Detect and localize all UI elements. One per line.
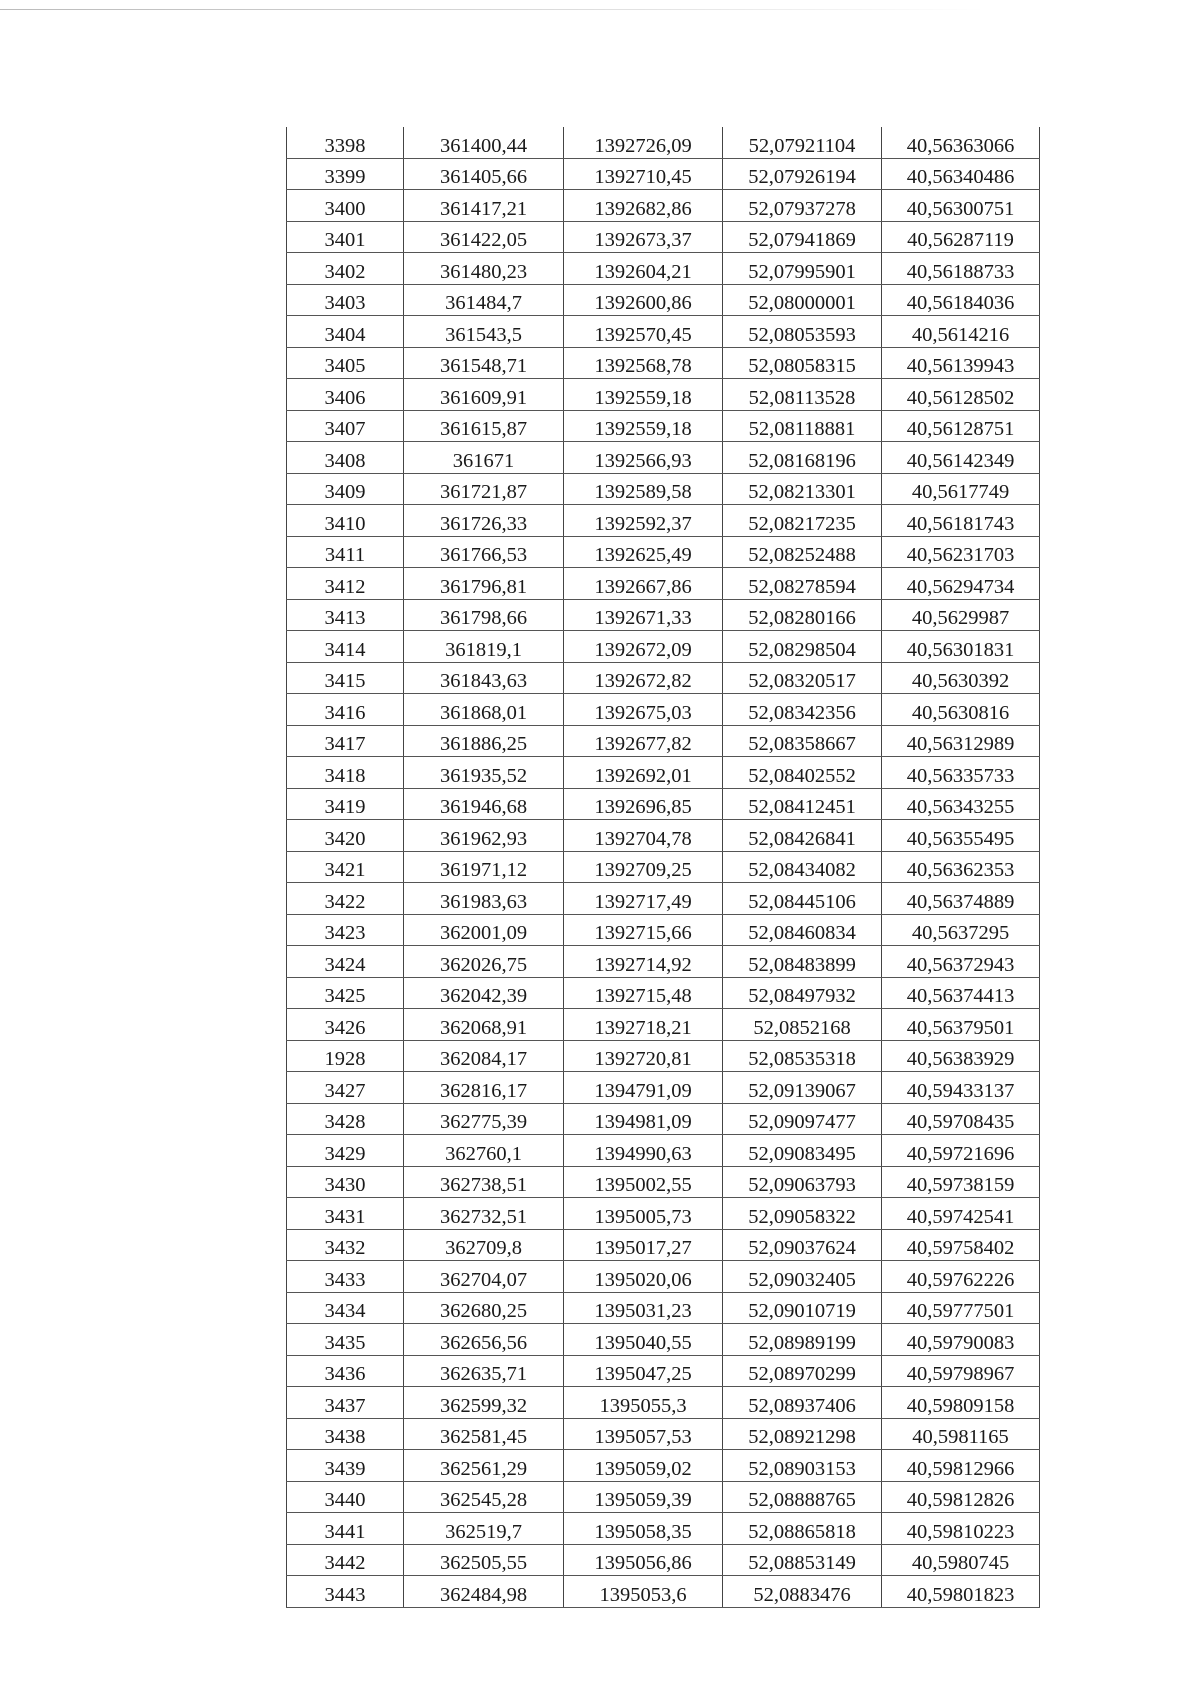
y-coordinate-cell: 1392726,09	[564, 127, 723, 158]
point-number-cell: 3403	[287, 284, 404, 316]
point-number-cell: 3422	[287, 883, 404, 915]
point-number-cell: 3434	[287, 1292, 404, 1324]
table-row	[287, 1450, 1040, 1482]
x-coordinate-cell: 362709,8	[404, 1229, 564, 1261]
table-row	[287, 1387, 1040, 1419]
longitude-cell: 40,59809158	[882, 1387, 1040, 1419]
table-row	[287, 662, 1040, 694]
y-coordinate-cell: 1392568,78	[564, 347, 723, 379]
y-coordinate-cell: 1395057,53	[564, 1418, 723, 1450]
y-coordinate-cell: 1392673,37	[564, 221, 723, 253]
longitude-cell: 40,56374889	[882, 883, 1040, 915]
point-number-cell: 3429	[287, 1135, 404, 1167]
point-number-cell: 3421	[287, 851, 404, 883]
longitude-cell: 40,59810223	[882, 1513, 1040, 1545]
x-coordinate-cell: 361886,25	[404, 725, 564, 757]
table-row	[287, 1513, 1040, 1545]
table-row	[287, 505, 1040, 537]
x-coordinate-cell: 361484,7	[404, 284, 564, 316]
y-coordinate-cell: 1392692,01	[564, 757, 723, 789]
y-coordinate-cell: 1392604,21	[564, 253, 723, 285]
y-coordinate-cell: 1392559,18	[564, 410, 723, 442]
longitude-cell: 40,56340486	[882, 158, 1040, 190]
table-row	[287, 190, 1040, 222]
x-coordinate-cell: 362760,1	[404, 1135, 564, 1167]
table-row	[287, 1261, 1040, 1293]
x-coordinate-cell: 361609,91	[404, 379, 564, 411]
table-row	[287, 1544, 1040, 1576]
latitude-cell: 52,08280166	[723, 599, 882, 631]
longitude-cell: 40,56294734	[882, 568, 1040, 600]
y-coordinate-cell: 1395002,55	[564, 1166, 723, 1198]
x-coordinate-cell: 362680,25	[404, 1292, 564, 1324]
y-coordinate-cell: 1392566,93	[564, 442, 723, 474]
table-row	[287, 253, 1040, 285]
longitude-cell: 40,5637295	[882, 914, 1040, 946]
x-coordinate-cell: 361726,33	[404, 505, 564, 537]
latitude-cell: 52,08865818	[723, 1513, 882, 1545]
longitude-cell: 40,59812966	[882, 1450, 1040, 1482]
latitude-cell: 52,08426841	[723, 820, 882, 852]
longitude-cell: 40,59721696	[882, 1135, 1040, 1167]
x-coordinate-cell: 361971,12	[404, 851, 564, 883]
table-row	[287, 1418, 1040, 1450]
latitude-cell: 52,07995901	[723, 253, 882, 285]
point-number-cell: 3409	[287, 473, 404, 505]
longitude-cell: 40,56188733	[882, 253, 1040, 285]
y-coordinate-cell: 1394990,63	[564, 1135, 723, 1167]
latitude-cell: 52,07941869	[723, 221, 882, 253]
x-coordinate-cell: 362738,51	[404, 1166, 564, 1198]
x-coordinate-cell: 361962,93	[404, 820, 564, 852]
table-row	[287, 946, 1040, 978]
point-number-cell: 3432	[287, 1229, 404, 1261]
latitude-cell: 52,09097477	[723, 1103, 882, 1135]
longitude-cell: 40,56335733	[882, 757, 1040, 789]
point-number-cell: 3406	[287, 379, 404, 411]
point-number-cell: 3400	[287, 190, 404, 222]
point-number-cell: 3428	[287, 1103, 404, 1135]
table-row	[287, 914, 1040, 946]
x-coordinate-cell: 362599,32	[404, 1387, 564, 1419]
longitude-cell: 40,59738159	[882, 1166, 1040, 1198]
table-row	[287, 316, 1040, 348]
point-number-cell: 3442	[287, 1544, 404, 1576]
longitude-cell: 40,59801823	[882, 1576, 1040, 1608]
latitude-cell: 52,08921298	[723, 1418, 882, 1450]
x-coordinate-cell: 361422,05	[404, 221, 564, 253]
x-coordinate-cell: 361983,63	[404, 883, 564, 915]
longitude-cell: 40,56287119	[882, 221, 1040, 253]
latitude-cell: 52,08402552	[723, 757, 882, 789]
x-coordinate-cell: 362484,98	[404, 1576, 564, 1608]
scan-artifact-line	[0, 9, 985, 10]
longitude-cell: 40,5630816	[882, 694, 1040, 726]
latitude-cell: 52,07926194	[723, 158, 882, 190]
point-number-cell: 3398	[287, 127, 404, 158]
point-number-cell: 3410	[287, 505, 404, 537]
table-row	[287, 757, 1040, 789]
latitude-cell: 52,08278594	[723, 568, 882, 600]
point-number-cell: 3435	[287, 1324, 404, 1356]
longitude-cell: 40,56300751	[882, 190, 1040, 222]
longitude-cell: 40,56231703	[882, 536, 1040, 568]
point-number-cell: 3408	[287, 442, 404, 474]
x-coordinate-cell: 362775,39	[404, 1103, 564, 1135]
latitude-cell: 52,08298504	[723, 631, 882, 663]
latitude-cell: 52,09139067	[723, 1072, 882, 1104]
longitude-cell: 40,56139943	[882, 347, 1040, 379]
point-number-cell: 3424	[287, 946, 404, 978]
y-coordinate-cell: 1392696,85	[564, 788, 723, 820]
point-number-cell: 3405	[287, 347, 404, 379]
x-coordinate-cell: 361671	[404, 442, 564, 474]
latitude-cell: 52,08460834	[723, 914, 882, 946]
latitude-cell: 52,08970299	[723, 1355, 882, 1387]
y-coordinate-cell: 1392720,81	[564, 1040, 723, 1072]
point-number-cell: 3427	[287, 1072, 404, 1104]
table-row	[287, 347, 1040, 379]
point-number-cell: 3399	[287, 158, 404, 190]
longitude-cell: 40,56142349	[882, 442, 1040, 474]
point-number-cell: 3441	[287, 1513, 404, 1545]
latitude-cell: 52,0883476	[723, 1576, 882, 1608]
x-coordinate-cell: 362581,45	[404, 1418, 564, 1450]
point-number-cell: 3420	[287, 820, 404, 852]
y-coordinate-cell: 1392714,92	[564, 946, 723, 978]
table-row	[287, 883, 1040, 915]
x-coordinate-cell: 362084,17	[404, 1040, 564, 1072]
y-coordinate-cell: 1395017,27	[564, 1229, 723, 1261]
longitude-cell: 40,56372943	[882, 946, 1040, 978]
longitude-cell: 40,59758402	[882, 1229, 1040, 1261]
latitude-cell: 52,08535318	[723, 1040, 882, 1072]
y-coordinate-cell: 1394981,09	[564, 1103, 723, 1135]
longitude-cell: 40,56184036	[882, 284, 1040, 316]
y-coordinate-cell: 1392625,49	[564, 536, 723, 568]
table-row	[287, 599, 1040, 631]
latitude-cell: 52,08412451	[723, 788, 882, 820]
point-number-cell: 3431	[287, 1198, 404, 1230]
longitude-cell: 40,59790083	[882, 1324, 1040, 1356]
table-row	[287, 127, 1040, 158]
y-coordinate-cell: 1394791,09	[564, 1072, 723, 1104]
longitude-cell: 40,5980745	[882, 1544, 1040, 1576]
y-coordinate-cell: 1392710,45	[564, 158, 723, 190]
x-coordinate-cell: 362816,17	[404, 1072, 564, 1104]
point-number-cell: 3407	[287, 410, 404, 442]
latitude-cell: 52,09010719	[723, 1292, 882, 1324]
table-row	[287, 1355, 1040, 1387]
latitude-cell: 52,08058315	[723, 347, 882, 379]
table-row	[287, 379, 1040, 411]
point-number-cell: 3436	[287, 1355, 404, 1387]
y-coordinate-cell: 1392715,66	[564, 914, 723, 946]
y-coordinate-cell: 1392677,82	[564, 725, 723, 757]
longitude-cell: 40,56374413	[882, 977, 1040, 1009]
y-coordinate-cell: 1395047,25	[564, 1355, 723, 1387]
point-number-cell: 1928	[287, 1040, 404, 1072]
latitude-cell: 52,08903153	[723, 1450, 882, 1482]
y-coordinate-cell: 1392709,25	[564, 851, 723, 883]
x-coordinate-cell: 362545,28	[404, 1481, 564, 1513]
y-coordinate-cell: 1392717,49	[564, 883, 723, 915]
longitude-cell: 40,59433137	[882, 1072, 1040, 1104]
x-coordinate-cell: 362505,55	[404, 1544, 564, 1576]
longitude-cell: 40,59762226	[882, 1261, 1040, 1293]
table-row	[287, 1135, 1040, 1167]
table-row	[287, 284, 1040, 316]
table-row	[287, 1040, 1040, 1072]
y-coordinate-cell: 1395059,02	[564, 1450, 723, 1482]
point-number-cell: 3425	[287, 977, 404, 1009]
longitude-cell: 40,5981165	[882, 1418, 1040, 1450]
table-row	[287, 820, 1040, 852]
latitude-cell: 52,08168196	[723, 442, 882, 474]
table-row	[287, 1324, 1040, 1356]
y-coordinate-cell: 1395053,6	[564, 1576, 723, 1608]
point-number-cell: 3438	[287, 1418, 404, 1450]
point-number-cell: 3417	[287, 725, 404, 757]
latitude-cell: 52,08000001	[723, 284, 882, 316]
table-row	[287, 1072, 1040, 1104]
table-row	[287, 1103, 1040, 1135]
latitude-cell: 52,07937278	[723, 190, 882, 222]
y-coordinate-cell: 1392667,86	[564, 568, 723, 600]
y-coordinate-cell: 1392675,03	[564, 694, 723, 726]
x-coordinate-cell: 362732,51	[404, 1198, 564, 1230]
table-row	[287, 158, 1040, 190]
table-row	[287, 788, 1040, 820]
latitude-cell: 52,08434082	[723, 851, 882, 883]
x-coordinate-cell: 361843,63	[404, 662, 564, 694]
x-coordinate-cell: 362042,39	[404, 977, 564, 1009]
point-number-cell: 3402	[287, 253, 404, 285]
point-number-cell: 3401	[287, 221, 404, 253]
longitude-cell: 40,56383929	[882, 1040, 1040, 1072]
longitude-cell: 40,56355495	[882, 820, 1040, 852]
y-coordinate-cell: 1392682,86	[564, 190, 723, 222]
point-number-cell: 3413	[287, 599, 404, 631]
latitude-cell: 52,08342356	[723, 694, 882, 726]
table-row	[287, 977, 1040, 1009]
y-coordinate-cell: 1395058,35	[564, 1513, 723, 1545]
longitude-cell: 40,59777501	[882, 1292, 1040, 1324]
point-number-cell: 3412	[287, 568, 404, 600]
longitude-cell: 40,59742541	[882, 1198, 1040, 1230]
x-coordinate-cell: 361405,66	[404, 158, 564, 190]
table-row	[287, 1198, 1040, 1230]
x-coordinate-cell: 361868,01	[404, 694, 564, 726]
y-coordinate-cell: 1392589,58	[564, 473, 723, 505]
x-coordinate-cell: 361766,53	[404, 536, 564, 568]
point-number-cell: 3437	[287, 1387, 404, 1419]
x-coordinate-cell: 362001,09	[404, 914, 564, 946]
x-coordinate-cell: 362026,75	[404, 946, 564, 978]
y-coordinate-cell: 1395055,3	[564, 1387, 723, 1419]
x-coordinate-cell: 361946,68	[404, 788, 564, 820]
y-coordinate-cell: 1392559,18	[564, 379, 723, 411]
x-coordinate-cell: 361480,23	[404, 253, 564, 285]
latitude-cell: 52,08853149	[723, 1544, 882, 1576]
longitude-cell: 40,56379501	[882, 1009, 1040, 1041]
table-row	[287, 1009, 1040, 1041]
longitude-cell: 40,56312989	[882, 725, 1040, 757]
longitude-cell: 40,59812826	[882, 1481, 1040, 1513]
table-row	[287, 1166, 1040, 1198]
table-row	[287, 725, 1040, 757]
y-coordinate-cell: 1395020,06	[564, 1261, 723, 1293]
x-coordinate-cell: 361543,5	[404, 316, 564, 348]
point-number-cell: 3419	[287, 788, 404, 820]
point-number-cell: 3439	[287, 1450, 404, 1482]
y-coordinate-cell: 1392704,78	[564, 820, 723, 852]
x-coordinate-cell: 361548,71	[404, 347, 564, 379]
point-number-cell: 3418	[287, 757, 404, 789]
latitude-cell: 52,08118881	[723, 410, 882, 442]
longitude-cell: 40,56181743	[882, 505, 1040, 537]
table-row	[287, 442, 1040, 474]
x-coordinate-cell: 361400,44	[404, 127, 564, 158]
y-coordinate-cell: 1395059,39	[564, 1481, 723, 1513]
longitude-cell: 40,56362353	[882, 851, 1040, 883]
y-coordinate-cell: 1392671,33	[564, 599, 723, 631]
y-coordinate-cell: 1392672,82	[564, 662, 723, 694]
longitude-cell: 40,56301831	[882, 631, 1040, 663]
latitude-cell: 52,08989199	[723, 1324, 882, 1356]
x-coordinate-cell: 361935,52	[404, 757, 564, 789]
point-number-cell: 3404	[287, 316, 404, 348]
table-body	[287, 127, 1040, 1607]
y-coordinate-cell: 1392570,45	[564, 316, 723, 348]
x-coordinate-cell: 362635,71	[404, 1355, 564, 1387]
latitude-cell: 52,09063793	[723, 1166, 882, 1198]
latitude-cell: 52,08217235	[723, 505, 882, 537]
latitude-cell: 52,08888765	[723, 1481, 882, 1513]
table-row	[287, 1229, 1040, 1261]
y-coordinate-cell: 1395005,73	[564, 1198, 723, 1230]
latitude-cell: 52,08358667	[723, 725, 882, 757]
latitude-cell: 52,09083495	[723, 1135, 882, 1167]
point-number-cell: 3433	[287, 1261, 404, 1293]
table-row	[287, 221, 1040, 253]
longitude-cell: 40,5617749	[882, 473, 1040, 505]
longitude-cell: 40,5629987	[882, 599, 1040, 631]
table-row	[287, 1576, 1040, 1608]
longitude-cell: 40,56343255	[882, 788, 1040, 820]
y-coordinate-cell: 1395040,55	[564, 1324, 723, 1356]
x-coordinate-cell: 361798,66	[404, 599, 564, 631]
point-number-cell: 3416	[287, 694, 404, 726]
table-row	[287, 1481, 1040, 1513]
latitude-cell: 52,09032405	[723, 1261, 882, 1293]
x-coordinate-cell: 361796,81	[404, 568, 564, 600]
point-number-cell: 3415	[287, 662, 404, 694]
longitude-cell: 40,56128751	[882, 410, 1040, 442]
latitude-cell: 52,08053593	[723, 316, 882, 348]
x-coordinate-cell: 362656,56	[404, 1324, 564, 1356]
latitude-cell: 52,09037624	[723, 1229, 882, 1261]
y-coordinate-cell: 1392718,21	[564, 1009, 723, 1041]
latitude-cell: 52,07921104	[723, 127, 882, 158]
y-coordinate-cell: 1395056,86	[564, 1544, 723, 1576]
longitude-cell: 40,5614216	[882, 316, 1040, 348]
table-row	[287, 694, 1040, 726]
point-number-cell: 3430	[287, 1166, 404, 1198]
longitude-cell: 40,59708435	[882, 1103, 1040, 1135]
latitude-cell: 52,08320517	[723, 662, 882, 694]
x-coordinate-cell: 361417,21	[404, 190, 564, 222]
y-coordinate-cell: 1392672,09	[564, 631, 723, 663]
table-row	[287, 536, 1040, 568]
latitude-cell: 52,08252488	[723, 536, 882, 568]
y-coordinate-cell: 1392715,48	[564, 977, 723, 1009]
table-row	[287, 1292, 1040, 1324]
point-number-cell: 3443	[287, 1576, 404, 1608]
latitude-cell: 52,08497932	[723, 977, 882, 1009]
latitude-cell: 52,08445106	[723, 883, 882, 915]
latitude-cell: 52,0852168	[723, 1009, 882, 1041]
longitude-cell: 40,56128502	[882, 379, 1040, 411]
longitude-cell: 40,56363066	[882, 127, 1040, 158]
latitude-cell: 52,08113528	[723, 379, 882, 411]
point-number-cell: 3426	[287, 1009, 404, 1041]
coordinates-table	[286, 127, 1040, 1608]
x-coordinate-cell: 362561,29	[404, 1450, 564, 1482]
x-coordinate-cell: 361615,87	[404, 410, 564, 442]
point-number-cell: 3440	[287, 1481, 404, 1513]
table-row	[287, 473, 1040, 505]
x-coordinate-cell: 362519,7	[404, 1513, 564, 1545]
point-number-cell: 3414	[287, 631, 404, 663]
table-row	[287, 851, 1040, 883]
latitude-cell: 52,08937406	[723, 1387, 882, 1419]
point-number-cell: 3411	[287, 536, 404, 568]
longitude-cell: 40,5630392	[882, 662, 1040, 694]
table-row	[287, 568, 1040, 600]
table-row	[287, 631, 1040, 663]
table-row	[287, 410, 1040, 442]
x-coordinate-cell: 361721,87	[404, 473, 564, 505]
y-coordinate-cell: 1392592,37	[564, 505, 723, 537]
y-coordinate-cell: 1395031,23	[564, 1292, 723, 1324]
x-coordinate-cell: 362704,07	[404, 1261, 564, 1293]
y-coordinate-cell: 1392600,86	[564, 284, 723, 316]
latitude-cell: 52,08483899	[723, 946, 882, 978]
latitude-cell: 52,08213301	[723, 473, 882, 505]
x-coordinate-cell: 361819,1	[404, 631, 564, 663]
longitude-cell: 40,59798967	[882, 1355, 1040, 1387]
point-number-cell: 3423	[287, 914, 404, 946]
x-coordinate-cell: 362068,91	[404, 1009, 564, 1041]
latitude-cell: 52,09058322	[723, 1198, 882, 1230]
